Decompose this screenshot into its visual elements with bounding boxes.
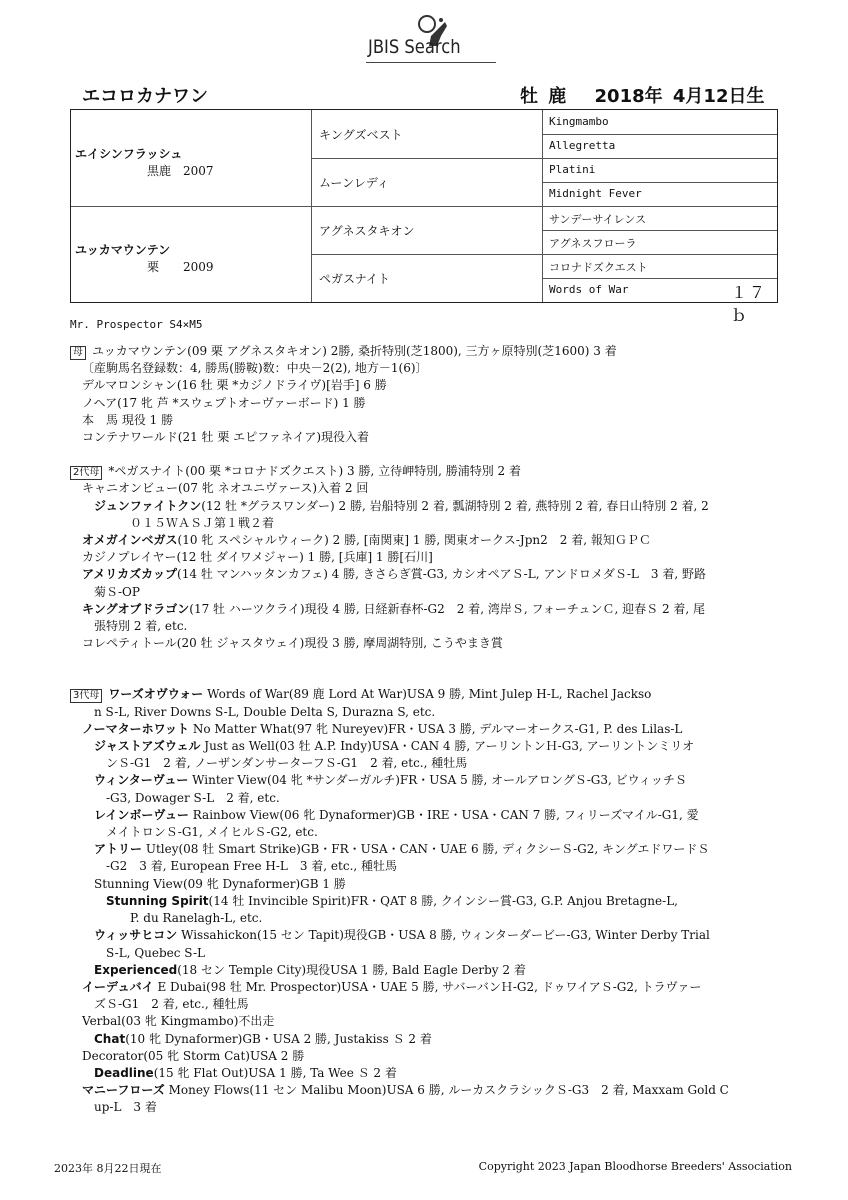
note-text: ズＳ-G1 2 着, etc., 種牡馬 (94, 997, 249, 1012)
note-text: Just as Well(03 牡 A.P. Indy)USA・CAN 4 勝, アーリントンＨ-G3, アーリントンミリオ (200, 739, 695, 754)
note-text: (14 牡 Invincible Spirit)FR・QAT 8 勝, クインシー賞-G3, G.P. Anjou Bretagne-L, (208, 893, 678, 908)
dam-cell[interactable] (75, 241, 214, 275)
pedigree-note-line (70, 480, 770, 497)
g2-sire-sire[interactable]: キングズベスト (319, 128, 403, 142)
note-text: up-L 3 着 (94, 1100, 157, 1115)
note-text: Words of War(89 鹿 Lord At War)USA 9 勝, Mint Julep H-L, Rachel Jackso (203, 687, 652, 702)
g3-cell[interactable]: Words of War (549, 283, 629, 296)
horse-link[interactable]: ワーズオヴウォー (108, 687, 204, 702)
pedigree-note-line (70, 996, 770, 1013)
horse-link[interactable]: Chat (94, 1031, 126, 1046)
pedigree-note-line (70, 532, 770, 549)
pedigree-note-line (70, 738, 770, 755)
note-text: *ペガスナイト(00 栗 *コロナドズクエスト) 3 勝, 立待岬特別, 勝浦特別 2 着 (108, 464, 521, 479)
pedigree-note-line (70, 566, 770, 583)
pedigree-notes (70, 343, 770, 1117)
pedigree-note-line (70, 1048, 770, 1065)
g2-dam-sire[interactable]: アグネスタキオン (319, 224, 415, 238)
note-text: ンＳ-G1 2 着, ノーザンダンサーターフＳ-G1 2 着, etc., 種牡馬 (106, 756, 468, 771)
horse-link[interactable]: ウィンターヴュー (94, 773, 189, 788)
sire-cell[interactable] (75, 145, 214, 179)
pedigree-note-line (70, 515, 770, 532)
pedigree-note-line (70, 962, 770, 979)
g3-cell[interactable]: コロナドズクエスト (549, 261, 648, 274)
pedigree-note-line (70, 584, 770, 601)
horse-link[interactable]: Experienced (94, 962, 178, 977)
pedigree-note-line (70, 360, 770, 377)
note-text: (14 牡 マンハッタンカフェ) 4 勝, きさらぎ賞-G3, カシオペアＳ-L, アンドロメダＳ-L 3 着, 野路 (177, 567, 706, 582)
pedigree-note-line (70, 601, 770, 618)
note-text: Winter View(04 牝 *サンダーガルチ)FR・USA 5 勝, オールアロングＳ-G3, ビウィッチＳ (188, 773, 687, 788)
g3-cell[interactable]: Kingmambo (549, 115, 609, 128)
pedigree-note-line (70, 463, 770, 480)
pedigree-note-line (70, 876, 770, 893)
note-text: Rainbow View(06 牝 Dynaformer)GB・IRE・USA・CAN 7 勝, フィリーズマイル-G1, 愛 (188, 807, 699, 822)
note-text: -G2 3 着, European Free H-L 3 着, etc., 種牡馬 (106, 859, 398, 874)
family-number: １７ｂ (731, 283, 768, 325)
pedigree-note-line (70, 343, 770, 360)
note-text: No Matter What(97 牝 Nureyev)FR・USA 3 勝, デルマーオークス-G1, P. des Lilas-L (189, 721, 683, 736)
g2-sire-dam[interactable]: ムーンレディ (319, 176, 389, 190)
note-text: Decorator(05 牝 Storm Cat)USA 2 勝 (82, 1048, 305, 1063)
logo-divider (366, 62, 496, 63)
generation-tag: 母 (70, 346, 86, 360)
pedigree-note-line (70, 807, 770, 824)
note-text: n S-L, River Downs S-L, Double Delta S, Durazna S, etc. (94, 704, 436, 719)
dam-name[interactable]: ユッカマウンテン (75, 243, 171, 257)
generation-tag: 2代母 (70, 466, 102, 480)
horse-link[interactable]: オメガインベガス (82, 533, 178, 548)
note-text: ユッカマウンテン(09 栗 アグネスタキオン) 2勝, 桑折特別(芝1800), 三方ヶ原特別(芝1600) 3 着 (92, 344, 617, 358)
note-text: Wissahickon(15 セン Tapit)現役GB・USA 8 勝, ウィンターダービー-G3, Winter Derby Trial (177, 928, 710, 943)
pedigree-note-line (70, 686, 770, 703)
pedigree-note-line (70, 945, 770, 962)
note-text: Stunning View(09 牝 Dynaformer)GB 1 勝 (94, 876, 346, 891)
pedigree-note-line (70, 1031, 770, 1048)
pedigree-note-line (70, 429, 770, 446)
section-gap (70, 652, 770, 669)
note-text: (10 牝 Dynaformer)GB・USA 2 勝, Justakiss Ｓ 2 着 (125, 1031, 432, 1046)
inbreeding-cross: Mr. Prospector S4×M5 (70, 318, 203, 331)
pedigree-note-line (70, 841, 770, 858)
pedigree-note-line (70, 1082, 770, 1099)
note-text: (15 牝 Flat Out)USA 1 勝, Ta Wee Ｓ 2 着 (153, 1065, 397, 1080)
note-text: ０１５ＷＡＳＪ第１戦２着 (130, 515, 275, 530)
g2-dam-dam[interactable]: ペガスナイト (319, 272, 390, 286)
note-text: (17 牡 ハーツクライ)現役 4 勝, 日経新春杯-G2 2 着, 湾岸Ｓ, フォーチュンＣ, 迎春Ｓ 2 着, 尾 (189, 601, 706, 616)
horse-link[interactable]: ジャストアズウェル (94, 739, 201, 754)
section-gap (70, 446, 770, 463)
note-text: Money Flows(11 セン Malibu Moon)USA 6 勝, ルーカスクラシックＳ-G3 2 着, Maxxam Gold C (164, 1083, 729, 1098)
jbis-logo[interactable] (0, 6, 848, 62)
pedigree-note-line (70, 979, 770, 996)
g3-cell[interactable]: Midnight Fever (549, 187, 642, 200)
section-gap (70, 669, 770, 686)
pedigree-note-line (70, 1065, 770, 1082)
horse-link[interactable]: キングオブドラゴン (82, 601, 190, 616)
pedigree-note-line (70, 858, 770, 875)
horse-link[interactable]: Stunning Spirit (106, 893, 209, 908)
horse-link[interactable]: アメリカズカップ (82, 567, 178, 582)
horse-link[interactable]: ノーマターホワット (82, 721, 190, 736)
footer-date: 2023年 8月22日現在 (54, 1162, 162, 1175)
note-text: Verbal(03 牝 Kingmambo)不出走 (82, 1014, 275, 1029)
pedigree-note-line (70, 395, 770, 412)
pedigree-note-line (70, 704, 770, 721)
logo-text: JBIS Search (368, 36, 461, 58)
g3-cell[interactable]: Allegretta (549, 139, 616, 152)
footer-copyright: Copyright 2023 Japan Bloodhorse Breeders' Association (478, 1160, 792, 1173)
pedigree-note-line (70, 412, 770, 429)
pedigree-note-line (70, 618, 770, 635)
pedigree-note-line (70, 824, 770, 841)
pedigree-note-line (70, 790, 770, 807)
horse-link[interactable]: イーデュバイ (82, 979, 154, 994)
pedigree-note-line (70, 549, 770, 566)
note-text: Utley(08 牡 Smart Strike)GB・FR・USA・CAN・UAE 6 勝, ディクシーＳ-G2, キングエドワードＳ (142, 842, 710, 857)
g3-cell[interactable]: サンデーサイレンス (549, 213, 647, 226)
horse-info: 牡 鹿 2018年 4月12日生 (520, 86, 765, 107)
pedigree-note-line (70, 893, 770, 910)
horse-name: エコロカナワン (82, 86, 208, 107)
pedigree-note-line (70, 635, 770, 652)
generation-tag: 3代母 (70, 689, 102, 703)
horse-link[interactable]: アトリー (94, 842, 143, 857)
note-text: (12 牡 *グラスワンダー) 2 勝, 岩船特別 2 着, 瓢湖特別 2 着, 燕特別 2 着, 春日山特別 2 着, 2 (201, 498, 709, 513)
note-text: キャニオンビュー(07 牝 ネオユニヴァース)入着 2 回 (82, 481, 369, 496)
note-text: コンテナワールド(21 牡 栗 エピファネイア)現役入着 (82, 430, 369, 445)
note-text: 菊Ｓ-OP (94, 584, 140, 599)
pedigree-note-line (70, 498, 770, 515)
note-text: (10 牝 スペシャルウィーク) 2 勝, [南関東] 1 勝, 関東オークス-Jpn2 2 着, 報知ＧＰＣ (177, 533, 651, 548)
note-text: 〔産駒馬名登録数：4, 勝馬(勝鞍)数：中央－2(2), 地方－1(6)〕 (82, 361, 428, 376)
g3-cell[interactable]: Platini (549, 163, 596, 176)
note-text: デルマロンシャン(16 牡 栗 *カジノドライヴ)[岩手] 6 勝 (82, 378, 387, 393)
note-text: ノヘア(17 牝 芦 *スウェプトオーヴァーボード) 1 勝 (82, 395, 366, 410)
note-text: S-L, Quebec S-L (106, 945, 205, 960)
note-text: E Dubai(98 牡 Mr. Prospector)USA・UAE 5 勝, サバーバンＨ-G2, ドゥワイアＳ-G2, トラヴァー (153, 979, 702, 994)
note-text: -G3, Dowager S-L 2 着, etc. (106, 790, 280, 805)
pedigree-note-line (70, 927, 770, 944)
sire-color-year: 黒鹿 2007 (147, 164, 214, 178)
horse-link[interactable]: ウィッサヒコン (94, 928, 178, 943)
pedigree-note-line (70, 377, 770, 394)
note-text: (18 セン Temple City)現役USA 1 勝, Bald Eagle Derby 2 着 (177, 962, 526, 977)
note-text: 張特別 2 着, etc. (94, 619, 188, 634)
pedigree-note-line (70, 910, 770, 927)
sire-name[interactable]: エイシンフラッシュ (75, 147, 183, 161)
horse-link[interactable]: ジュンファイトクン (94, 498, 202, 513)
horse-link[interactable]: Deadline (94, 1065, 154, 1080)
pedigree-note-line (70, 755, 770, 772)
pedigree-note-line (70, 721, 770, 738)
note-text: コレペティトール(20 牡 ジャスタウェイ)現役 3 勝, 摩周湖特別, こうやまき賞 (82, 636, 503, 651)
horse-link[interactable]: マニーフローズ (82, 1083, 165, 1098)
pedigree-note-line (70, 1013, 770, 1030)
g3-cell[interactable]: アグネスフローラ (549, 237, 637, 250)
pedigree-note-line (70, 1099, 770, 1116)
note-text: メイトロンＳ-G1, メイヒルＳ-G2, etc. (106, 825, 318, 840)
note-text: 本 馬 現役 1 勝 (82, 412, 174, 427)
horse-link[interactable]: レインボーヴュー (94, 807, 189, 822)
dam-color-year: 栗 2009 (147, 260, 214, 274)
note-text: カジノプレイヤー(12 牡 ダイワメジャー) 1 勝, [兵庫] 1 勝[石川] (82, 550, 433, 565)
note-text: P. du Ranelagh-L, etc. (130, 911, 263, 926)
pedigree-note-line (70, 772, 770, 789)
